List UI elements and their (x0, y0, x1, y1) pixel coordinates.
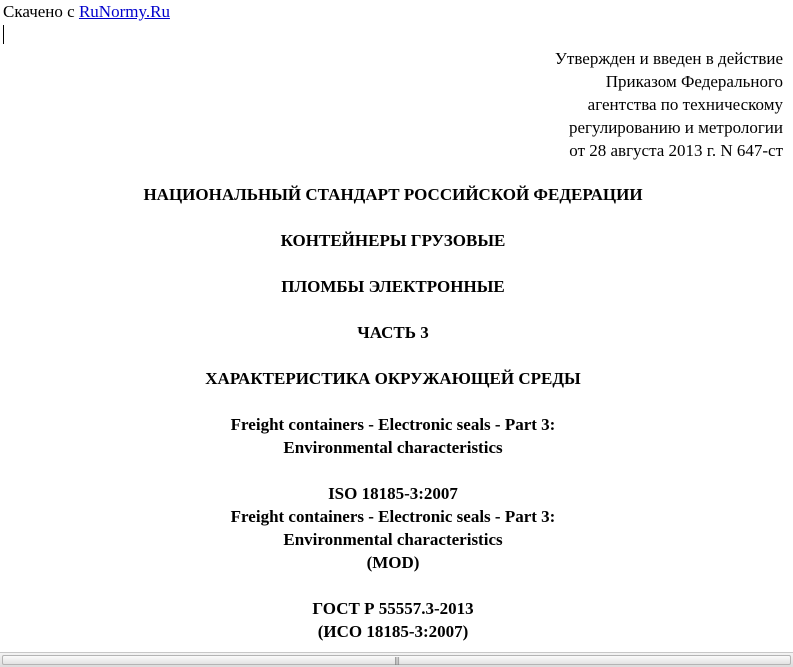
approval-block (555, 47, 783, 162)
grip-icon: ||| (393, 656, 400, 665)
iso-title-line-2: Environmental characteristics (283, 530, 503, 549)
iso-mod-label: (MOD) (366, 553, 420, 572)
approval-line-2: Приказом Федерального (605, 72, 783, 91)
source-prefix: Скачено с (3, 2, 79, 21)
characteristic-heading (0, 367, 786, 390)
subject-heading (0, 229, 786, 252)
iso-block (0, 482, 786, 574)
horizontal-scrollbar[interactable] (0, 652, 793, 667)
approval-line-5: от 28 августа 2013 г. N 647-ст (569, 141, 783, 160)
part-heading (0, 321, 786, 344)
iso-title-line-1: Freight containers - Electronic seals - Part 3: (230, 507, 556, 526)
characteristic-heading-text: ХАРАКТЕРИСТИКА ОКРУЖАЮЩЕЙ СРЕДЫ (205, 369, 581, 388)
english-title-line-2: Environmental characteristics (283, 438, 503, 457)
text-cursor (3, 25, 4, 44)
standard-heading-text: НАЦИОНАЛЬНЫЙ СТАНДАРТ РОССИЙСКОЙ ФЕДЕРАЦИИ (143, 185, 643, 204)
part-heading-text: ЧАСТЬ 3 (357, 323, 429, 342)
approval-line-4: регулированию и метрологии (568, 118, 783, 137)
item-heading (0, 275, 786, 298)
scrollbar-thumb[interactable] (2, 655, 791, 665)
iso-code: ISO 18185-3:2007 (328, 484, 458, 503)
approval-line-1: Утвержден и введен в действие (554, 49, 783, 68)
english-title (0, 413, 786, 459)
approval-line-3: агентства по техническому (587, 95, 783, 114)
gost-code: ГОСТ Р 55557.3-2013 (312, 599, 474, 618)
runormy-link[interactable]: RuNormy.Ru (78, 2, 170, 21)
gost-block (0, 597, 786, 643)
subject-heading-text: КОНТЕЙНЕРЫ ГРУЗОВЫЕ (280, 231, 506, 250)
english-title-line-1: Freight containers - Electronic seals - Part 3: (230, 415, 556, 434)
gost-iso-reference: (ИСО 18185-3:2007) (317, 622, 469, 641)
source-line (3, 2, 170, 22)
item-heading-text: ПЛОМБЫ ЭЛЕКТРОННЫЕ (281, 277, 505, 296)
standard-heading (0, 183, 786, 206)
